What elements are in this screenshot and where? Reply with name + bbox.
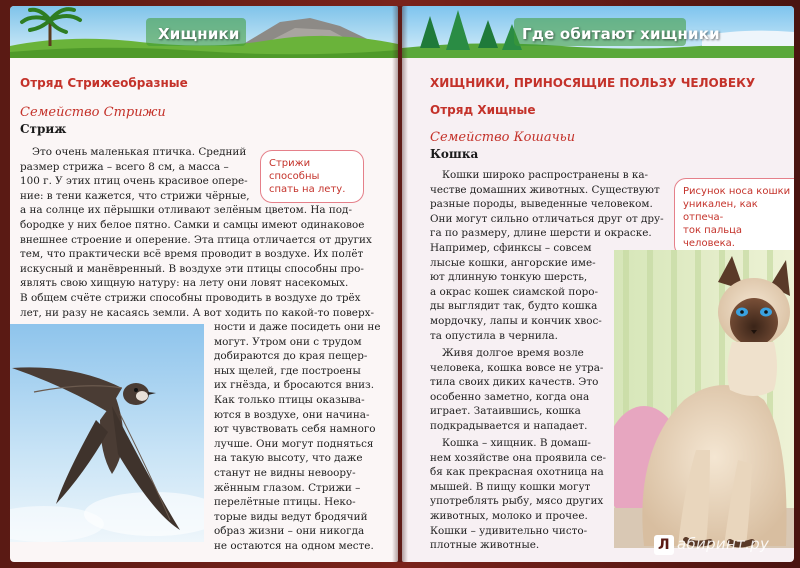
cat-nose-tip xyxy=(674,178,794,257)
text-line: животных, молоко и прочее. xyxy=(430,509,588,522)
text-line: внешнее строение и оперение. Эта птица отличается от других xyxy=(20,233,372,246)
text-line: могут. Утром они с трудом xyxy=(214,335,362,348)
text-line: ются в воздухе, они начина- xyxy=(214,408,370,421)
text-line: ных щелей, где построены xyxy=(214,364,361,377)
text-line: добираются до края пещер- xyxy=(214,350,368,363)
text-line: тила своих диких качеств. Это xyxy=(430,376,599,389)
left-order-title: Отряд Стрижеобразные xyxy=(20,76,188,90)
text-line: играет. Затаившись, кошка xyxy=(430,405,581,418)
text-line: 100 г. У этих птиц очень красивое опере- xyxy=(20,175,248,188)
left-header-title: Хищники xyxy=(158,25,240,43)
right-section-title: ХИЩНИКИ, ПРИНОСЯЩИЕ ПОЛЬЗУ ЧЕЛОВЕКУ xyxy=(430,76,756,90)
text-line: торые виды ведут бродячий xyxy=(214,510,368,523)
text-line: плотные животные. xyxy=(430,539,540,552)
labirint-watermark xyxy=(654,535,769,555)
swift-description-top xyxy=(20,145,382,320)
cat-drawing xyxy=(614,250,794,548)
right-page xyxy=(402,6,794,562)
text-line: ды выглядит так, будто кошка xyxy=(430,300,598,313)
text-line: на такую высоту, что даже xyxy=(214,452,363,465)
text-line: размер стрижа – всего 8 см, а масса – xyxy=(20,160,229,173)
swift-description-bottom xyxy=(214,320,382,554)
left-family-title: Семейство Стрижи xyxy=(20,105,166,120)
text-line: тем, что практически всё время проводит в воздухе. Их полёт xyxy=(20,248,364,261)
swift-bird-drawing xyxy=(10,324,204,542)
text-line: ют длинную тонкую шерсть, xyxy=(430,271,588,284)
text-line: Это очень маленькая птичка. Средний xyxy=(32,146,247,158)
right-order-title: Отряд Хищные xyxy=(430,103,536,117)
tip-line: Рисунок носа кошки xyxy=(683,186,791,197)
text-line: лет, ни разу не касаясь земли. А вот ходить по какой-то поверх- xyxy=(20,306,374,319)
text-line: а окрас кошек сиамской поро- xyxy=(430,285,598,298)
tip-line: ток пальца человека. xyxy=(683,225,743,249)
text-line: бородке у них белое пятно. Самки и самцы имеют одинаковое xyxy=(20,218,365,231)
text-line: а на солнце их пёрышки отливают зелёным цветом. На под- xyxy=(20,204,352,217)
text-line: человека, кошка вовсе не утра- xyxy=(430,361,604,374)
text-line: В общем счёте стрижи способны проводить в воздухе до трёх xyxy=(20,291,361,304)
text-line: Кошка – хищник. В домаш- xyxy=(442,437,591,449)
left-page-header xyxy=(10,6,398,58)
text-line: употреблять рыбу, мясо других xyxy=(430,495,604,508)
text-line: являть свою хищную натуру: на лету они ловят насекомых. xyxy=(20,277,349,290)
cat-description-3 xyxy=(430,436,616,553)
text-line: ние: в тени кажется, что стрижи чёрные, xyxy=(20,189,250,202)
swift-illustration xyxy=(10,324,204,542)
text-line: их гнёзда, и бросаются вниз. xyxy=(214,379,375,392)
text-line: образ жизни – они никогда xyxy=(214,525,365,538)
text-line: Как только птицы оказыва- xyxy=(214,393,365,406)
tip-line: уникален, как отпеча- xyxy=(683,199,758,223)
text-line: бя как прекрасная охотница на xyxy=(430,466,604,479)
text-line: не остаются на одном месте. xyxy=(214,539,374,552)
right-family-title: Семейство Кошачьи xyxy=(430,130,576,145)
siamese-cat-illustration xyxy=(614,250,794,548)
left-species-title: Стриж xyxy=(20,122,67,136)
text-line: га по размеру, длине шерсти и окраске. xyxy=(430,227,652,240)
labirint-logo-icon: Л xyxy=(654,535,674,555)
right-header-title: Где обитают хищники xyxy=(522,25,720,43)
text-line: перелётные птицы. Неко- xyxy=(214,496,356,509)
right-page-header xyxy=(402,6,794,58)
left-page xyxy=(10,6,398,562)
text-line: подкрадывается и нападает. xyxy=(430,419,588,432)
text-line: лучше. Они могут подняться xyxy=(214,437,374,450)
text-line: Кошки широко распространены в ка- xyxy=(442,169,649,181)
text-line: разные породы, выведенные человеком. xyxy=(430,198,653,211)
text-line: мышей. В пищу кошки могут xyxy=(430,480,591,493)
text-line: лысые кошки, ангорские име- xyxy=(430,256,596,269)
watermark-text: абиринт.ру xyxy=(677,535,770,553)
text-line: нем хозяйстве она проявила се- xyxy=(430,451,607,464)
text-line: Живя долгое время возле xyxy=(442,347,584,359)
tip-line: Стрижи способны xyxy=(269,158,320,182)
text-line: особенно заметно, когда она xyxy=(430,390,590,403)
tip-line: спать на лету. xyxy=(269,184,346,195)
right-species-title: Кошка xyxy=(430,147,479,161)
cat-description-2 xyxy=(430,346,616,434)
text-line: ют чувствовать себя намного xyxy=(214,423,376,436)
text-line: честве домашних животных. Существуют xyxy=(430,183,660,196)
text-line: Они могут сильно отличаться друг от дру- xyxy=(430,212,664,225)
text-line: ности и даже посидеть они не xyxy=(214,321,381,333)
text-line: Например, сфинксы – совсем xyxy=(430,241,592,254)
text-line: жённым глазом. Стрижи – xyxy=(214,481,361,494)
text-line: станут не видны невоору- xyxy=(214,466,356,479)
text-line: искусный и манёвренный. В воздухе эти птицы способны про- xyxy=(20,262,364,275)
text-line: та опустила в чернила. xyxy=(430,329,558,342)
text-line: Кошки – удивительно чисто- xyxy=(430,524,588,537)
text-line: мордочку, лапы и кончик хвос- xyxy=(430,314,602,327)
